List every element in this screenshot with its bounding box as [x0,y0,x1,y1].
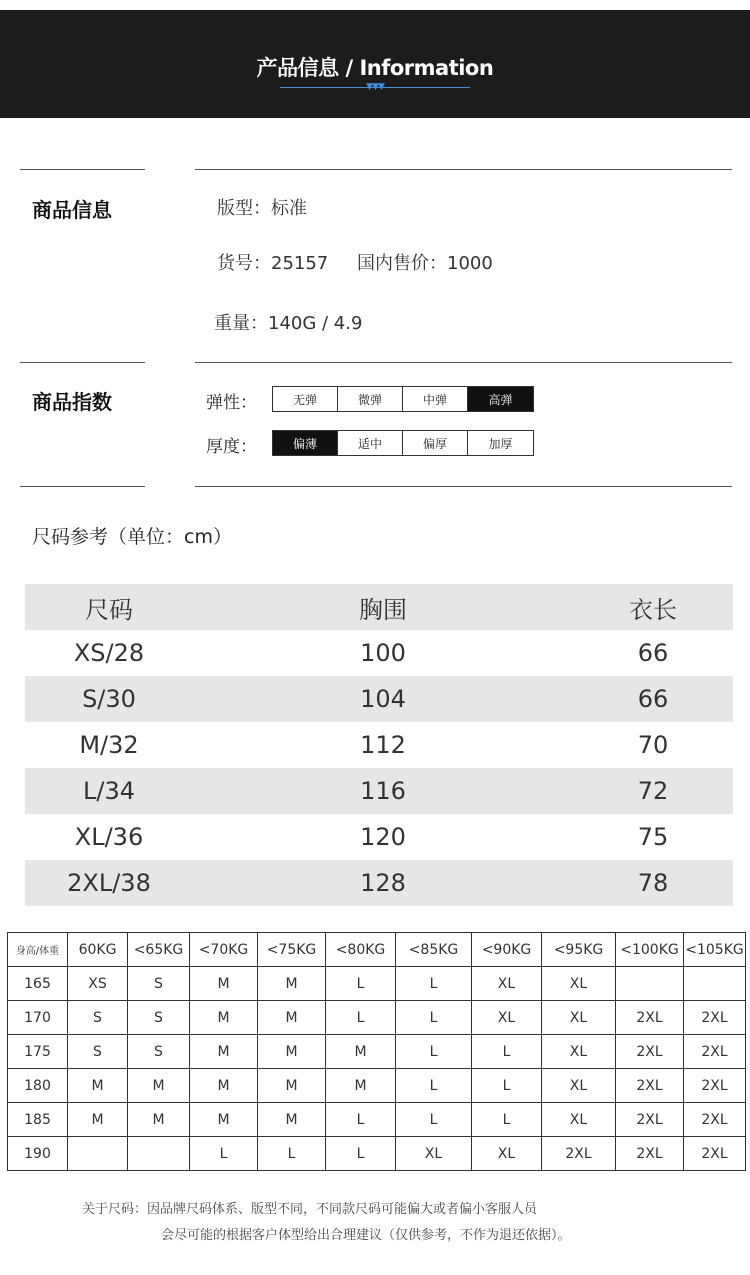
height-cell: 185 [8,1103,68,1137]
column-header: 尺码 [85,595,133,624]
thickness-label: 厚度： [206,437,257,457]
arrows-icon: ▼▼▼ [366,82,384,92]
size-cell: L [326,1001,396,1035]
height-cell: 165 [8,967,68,1001]
size-cell: L [396,1001,472,1035]
size-cell: L [396,1069,472,1103]
size-cell: 2XL [684,1069,746,1103]
size-cell: L [190,1137,258,1171]
size-cell: L [258,1137,326,1171]
size-cell: XL [472,967,542,1001]
fit-type: 版型：标准 [217,198,307,219]
size-cell: XL [542,1001,616,1035]
size-cell: L [472,1035,542,1069]
chest-cell: 120 [360,823,406,851]
length-cell: 66 [637,685,669,713]
size-cell: XL [542,1069,616,1103]
size-table [25,584,733,906]
chest-cell: 100 [360,639,406,667]
column-header: <70KG [190,933,258,967]
table-row [8,967,746,1001]
divider [195,362,732,363]
item-number: 货号：25157 [217,253,329,274]
length-cell: 70 [637,731,669,759]
product-index-label: 商品指数 [32,390,112,414]
size-cell: L/34 [83,777,135,805]
size-cell: M [190,1001,258,1035]
size-cell: M [258,1035,326,1069]
thickness-option: 适中 [338,431,403,455]
size-cell: XL [472,1137,542,1171]
size-cell: 2XL [542,1137,616,1171]
fit-chart-header [8,933,746,967]
table-row [25,814,733,860]
size-cell: 2XL [616,1001,684,1035]
size-cell: M [190,1035,258,1069]
table-row [25,860,733,906]
size-cell: L [326,1103,396,1137]
divider [20,169,145,170]
domestic-price: 国内售价：1000 [357,253,493,274]
chest-cell: 104 [360,685,406,713]
column-header: <100KG [616,933,684,967]
chest-cell: 128 [360,869,406,897]
height-cell: 170 [8,1001,68,1035]
length-cell: 72 [637,777,669,805]
elasticity-option: 微弹 [338,387,403,411]
size-cell: 2XL [684,1137,746,1171]
page-title: 产品信息 / Information [256,56,494,80]
size-reference-title: 尺码参考（单位：cm） [32,526,232,548]
size-cell: L [472,1069,542,1103]
length-cell: 66 [637,639,669,667]
thickness-option: 加厚 [488,436,513,451]
size-cell: M [258,1001,326,1035]
size-cell: 2XL [684,1103,746,1137]
size-cell: 2XL [684,1035,746,1069]
column-header: <65KG [128,933,190,967]
size-cell: M [258,967,326,1001]
elasticity-selector [272,386,534,412]
size-cell [128,1137,190,1171]
chest-cell: 112 [360,731,406,759]
size-cell: S [128,1035,190,1069]
column-header: <95KG [542,933,616,967]
chest-cell: 116 [360,777,406,805]
size-table-header [25,584,733,630]
column-header: <90KG [472,933,542,967]
size-cell: 2XL [684,1001,746,1035]
table-row [8,1137,746,1171]
size-cell: XS/28 [73,639,145,667]
table-row [8,1103,746,1137]
column-header: 衣长 [629,595,677,624]
table-row [25,768,733,814]
size-cell [684,967,746,1001]
column-header: <75KG [258,933,326,967]
size-cell: L [396,967,472,1001]
size-cell: 2XL/38 [67,869,151,897]
fit-chart-table [7,932,746,1171]
thickness-option: 偏厚 [403,431,468,455]
size-cell: S [128,967,190,1001]
divider [20,486,145,487]
size-cell: M [68,1103,128,1137]
product-info-label: 商品信息 [32,198,112,222]
table-row [8,1035,746,1069]
size-cell: M [326,1069,396,1103]
length-cell: 75 [637,823,669,851]
elasticity-option-selected: 高弹 [468,387,533,411]
size-cell: M [190,1103,258,1137]
size-cell: 2XL [616,1069,684,1103]
size-cell: M [258,1103,326,1137]
column-header: 胸围 [359,595,407,624]
table-row [25,676,733,722]
size-cell [616,967,684,1001]
size-cell: XS [68,967,128,1001]
size-cell: L [326,1137,396,1171]
column-header: <80KG [326,933,396,967]
size-cell: S [68,1035,128,1069]
size-cell: M [68,1069,128,1103]
table-row [8,1069,746,1103]
elasticity-option: 中弹 [403,387,468,411]
size-cell: XL [542,967,616,1001]
divider [195,486,732,487]
size-cell: XL [542,1103,616,1137]
column-header: 60KG [68,933,128,967]
divider [20,362,145,363]
size-cell: L [396,1035,472,1069]
thickness-selector [272,430,534,456]
size-cell: M [190,1069,258,1103]
size-cell: M [258,1069,326,1103]
size-cell: XL [396,1137,472,1171]
height-cell: 190 [8,1137,68,1171]
column-header: 身高/体重 [8,933,68,967]
thickness-option-selected: 偏薄 [273,431,338,455]
size-cell: M [128,1069,190,1103]
size-cell: L [396,1103,472,1137]
table-row [25,630,733,676]
table-row [25,722,733,768]
size-cell: L [326,967,396,1001]
length-cell: 78 [637,869,669,897]
divider [195,169,732,170]
size-cell: M [128,1103,190,1137]
size-cell: S [68,1001,128,1035]
elasticity-label: 弹性： [206,393,257,413]
table-row [8,1001,746,1035]
height-cell: 175 [8,1035,68,1069]
size-cell: 2XL [616,1103,684,1137]
size-cell: M [326,1035,396,1069]
size-cell: XL [542,1035,616,1069]
size-cell: 2XL [616,1137,684,1171]
size-cell: L [472,1103,542,1137]
header-banner [0,10,750,118]
size-cell: XL/36 [74,823,144,851]
size-cell: 2XL [616,1035,684,1069]
size-cell: M/32 [79,731,139,759]
size-cell: XL [472,1001,542,1035]
size-cell: S/30 [82,685,136,713]
weight: 重量：140G / 4.9 [214,313,363,334]
column-header: <85KG [396,933,472,967]
elasticity-option: 无弹 [273,387,338,411]
size-note-line1: 关于尺码：因品牌尺码体系、版型不同，不同款尺码可能偏大或者偏小客服人员 [82,1202,538,1217]
height-cell: 180 [8,1069,68,1103]
size-cell: M [190,967,258,1001]
column-header: <105KG [684,933,746,967]
size-cell [68,1137,128,1171]
size-note-line2: 会尽可能的根据客户体型给出合理建议（仅供参考，不作为退还依据）。 [161,1228,571,1243]
size-cell: S [128,1001,190,1035]
